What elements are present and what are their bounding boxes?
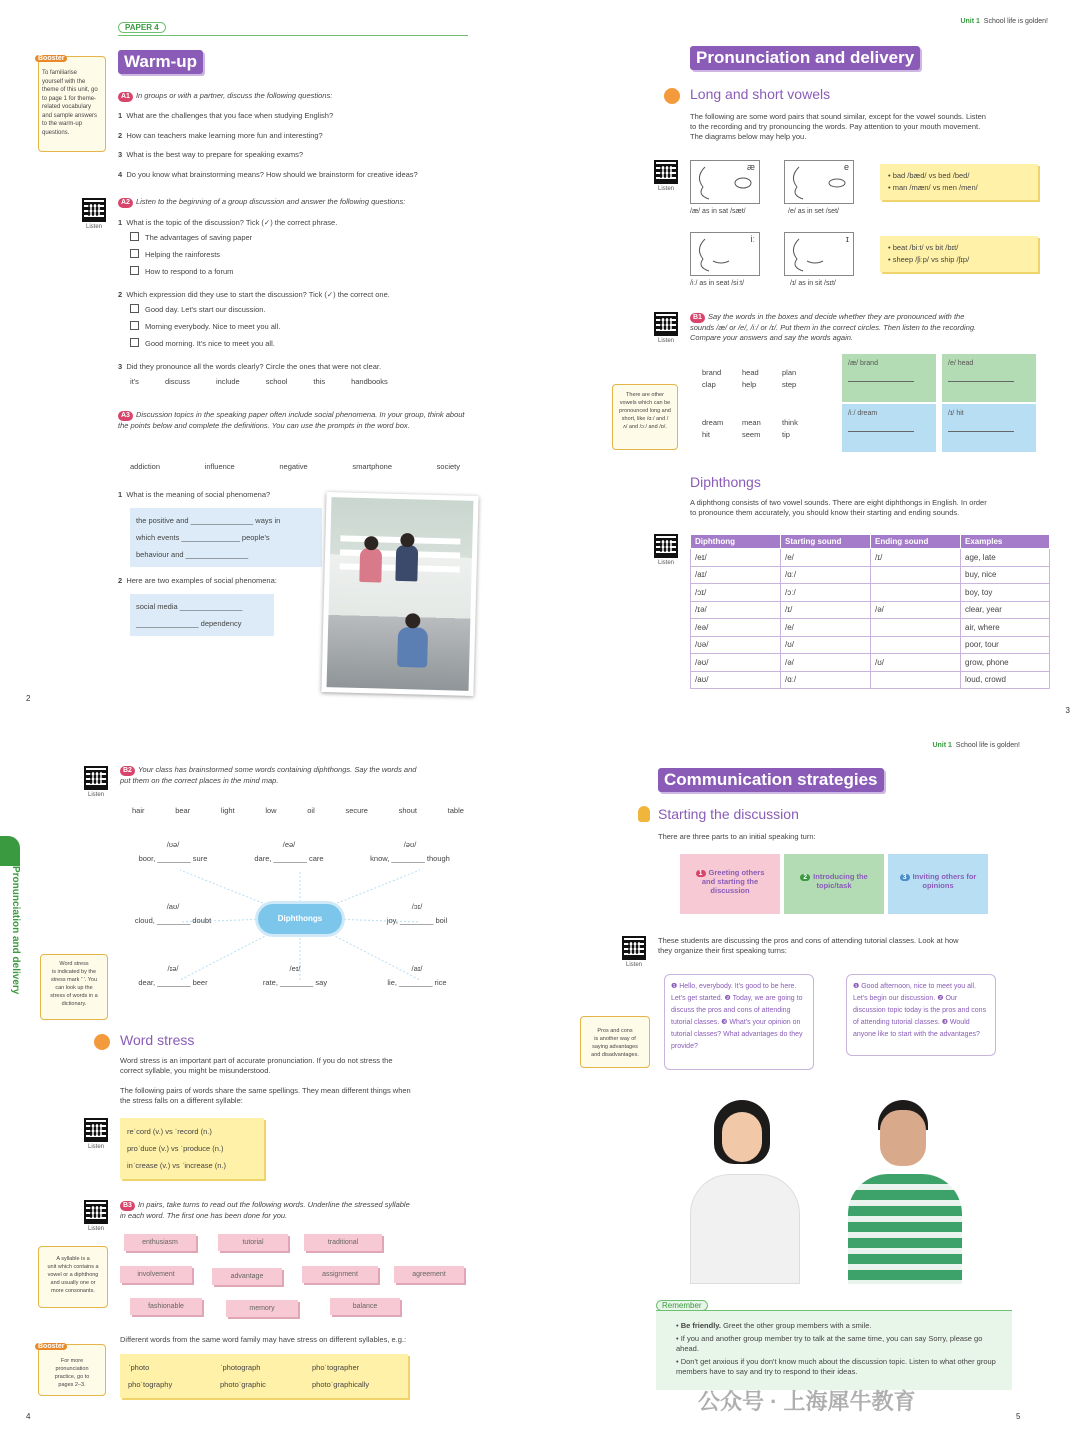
students-photo — [321, 492, 478, 696]
table-cell: /ə/ — [781, 654, 871, 672]
unit-header: Unit 1 School life is golden! — [932, 742, 1020, 749]
diagram-caption: /iː/ as in seat /siːt/ — [690, 280, 745, 287]
section-heading: Starting the discussion — [658, 806, 799, 822]
table-cell: /ɪ/ — [781, 601, 871, 619]
b3-instruction: B3 In pairs, take turns to read out the following words. Underline the stressed syllable in each word. The first one has been done for you. — [120, 1200, 410, 1220]
tip-box: Pros and cons is another way of saying advantages and disadvantages. — [580, 1016, 650, 1068]
listen-label: Listen — [658, 338, 675, 344]
word-family-box: ˈphoto ˈphotograph phoˈtographer phoˈtography photoˈgraphic photoˈgraphically — [120, 1354, 408, 1398]
map-node: /eə/ dare, ________ care — [254, 840, 324, 863]
q1: 1 What is the meaning of social phenomena? — [118, 490, 271, 499]
table-cell: loud, crowd — [961, 671, 1050, 689]
word-card[interactable]: fashionable — [130, 1298, 202, 1315]
map-node: /ɪə/ dear, ________ beer — [138, 964, 208, 987]
step-2: 2 Introducing the topic/task — [784, 854, 884, 914]
table-cell: /əʊ/ — [691, 654, 781, 672]
tip-box: A syllable is a unit which contains a vowel or a diphthong and usually one or more consonants. — [38, 1246, 108, 1308]
table-cell — [871, 636, 961, 654]
diagram-caption: /æ/ as in sat /sæt/ — [690, 208, 746, 215]
booster-box — [38, 56, 106, 152]
table-cell: air, where — [961, 619, 1050, 637]
mouth-diagram: iː — [690, 232, 760, 276]
table-cell: /eɪ/ — [691, 549, 781, 567]
table-cell — [871, 566, 961, 584]
map-node: /eɪ/ rate, ________ say — [262, 964, 328, 987]
map-node: /aʊ/ cloud, ________ doubt — [134, 902, 212, 925]
mind-map-center: Diphthongs — [258, 904, 342, 934]
checkbox[interactable] — [130, 232, 139, 241]
student-girl — [670, 1090, 820, 1280]
section-heading: Long and short vowels — [690, 86, 831, 102]
paper-rule — [118, 22, 468, 36]
page-title: Communication strategies — [658, 768, 884, 792]
table-cell: /e/ — [781, 549, 871, 567]
diagram-caption: /ɪ/ as in sit /sɪt/ — [790, 280, 836, 287]
table-cell: /ɑː/ — [781, 566, 871, 584]
qr-code[interactable] — [84, 1118, 108, 1142]
unit-header: Unit 1 School life is golden! — [960, 18, 1048, 25]
word-card[interactable]: enthusiasm — [124, 1234, 196, 1251]
listen-label: Listen — [88, 1144, 105, 1150]
b2-instruction: B2 Your class has brainstormed some words containing diphthongs. Say the words and put them on the correct places in the mind map. — [120, 765, 417, 785]
table-cell — [871, 619, 961, 637]
section-heading: Word stress — [120, 1032, 195, 1048]
q2-box: social media _______________ _______________ dependency — [130, 594, 274, 636]
diphthong-intro: A diphthong consists of two vowel sounds. There are eight diphthongs in English. In order to pronounce them accurately, you should know their starting and ending sounds. — [690, 498, 987, 517]
table-cell — [871, 671, 961, 689]
a3-instruction: A3 Discussion topics in the speaking paper often include social phenomena. In your group, think about the points below and complete the definitions. You can use the prompts in the word box. — [118, 410, 465, 430]
qr-code[interactable] — [84, 1200, 108, 1224]
map-node: /aɪ/ lie, ________ rice — [387, 964, 447, 987]
checkbox[interactable] — [130, 338, 139, 347]
table-cell: /ʊə/ — [691, 636, 781, 654]
table-cell: clear, year — [961, 601, 1050, 619]
discussion-text: These students are discussing the pros and cons of attending tutorial classes. Look at how they organize their first speaking turns: — [658, 936, 959, 955]
page-title: Pronunciation and delivery — [690, 46, 920, 70]
section-heading: Diphthongs — [690, 474, 761, 490]
qr-code[interactable] — [82, 198, 106, 222]
table-row — [691, 566, 1050, 584]
page-3 — [570, 0, 1080, 720]
answer-sticky[interactable]: /ɪ/ hit — [942, 404, 1036, 452]
answer-sticky[interactable]: /æ/ brand — [842, 354, 936, 402]
map-node: /ʊə/ boor, ________ sure — [138, 840, 208, 863]
map-node: /əʊ/ know, ________ though — [370, 840, 450, 863]
map-node: /ɔɪ/ joy, ________ boil — [386, 902, 448, 925]
intro-text: There are three parts to an initial speaking turn: — [658, 832, 816, 841]
booster-text: To familiarise yourself with the theme of this unit, go to page 1 for theme- related vocabulary and sample answers to the warm-up questions. — [42, 70, 98, 136]
q2: 2 Here are two examples of social phenomena: — [118, 576, 277, 585]
table-cell: /eə/ — [691, 619, 781, 637]
ear-icon — [664, 88, 680, 104]
table-cell: boy, toy — [961, 584, 1050, 602]
tip-box: Word stress is indicated by the stress mark 'ˈ'. You can look up the stress of words in a dictionary. — [40, 954, 108, 1020]
b1-instruction: B1 Say the words in the boxes and decide whether they are pronounced with the sounds /æ/ or /e/, /iː/ or /ɪ/. Put them in the correct circles. Then listen to the recording. Compare your answers and say the words again. — [690, 312, 977, 342]
mouth-diagram: e — [784, 160, 854, 204]
step-3: 3 Inviting others for opinions — [888, 854, 988, 914]
qr-code[interactable] — [654, 312, 678, 336]
table-cell: /ʊ/ — [871, 654, 961, 672]
page-title: Warm-up — [118, 50, 203, 74]
table-cell: /e/ — [781, 619, 871, 637]
checkbox[interactable] — [130, 304, 139, 313]
ws-text-1: Word stress is an important part of accurate pronunciation. If you do not stress the correct syllable, you might be misunderstood. — [120, 1056, 393, 1075]
booster-label: Booster — [35, 55, 67, 62]
booster-label: Booster — [35, 1343, 67, 1350]
speech-bubble-2: ❶ Good afternoon, nice to meet you all. Let's begin our discussion. ❷ Our discussion topic today is the pros and cons of attending tutorial classes. ❸ Would anyone like to start with the advantages? — [846, 974, 996, 1056]
family-intro: Different words from the same word family may have stress on different syllables, e.g.: — [120, 1335, 407, 1344]
qr-code[interactable] — [654, 534, 678, 558]
student-boy — [830, 1090, 980, 1280]
b2-words: hair bear light low oil secure shout table — [132, 806, 464, 815]
qr-code[interactable] — [622, 936, 646, 960]
table-row — [691, 654, 1050, 672]
word-pairs-2: • beat /biːt/ vs bit /bɪt/ • sheep /ʃiːp/ vs ship /ʃɪp/ — [880, 236, 1038, 272]
a2-questions: 1 What is the topic of the discussion? Tick (✓) the correct phrase. The advantages of saving paper Helping the rainforests How to respond to a forum 2 Which expression did they use to start the discussion? Tick (✓) the correct one. Good day. Let's start our discussion. Morning everybody. Nice to meet you all. Good morning. It's nice to meet you all. 3 Did they pronounce all the words clearly? Circle the ones that were not clear. it's discuss include school this handbooks — [118, 218, 478, 387]
word-card[interactable]: tutorial — [218, 1234, 288, 1251]
word-card[interactable]: agreement — [394, 1266, 464, 1283]
word-card[interactable]: traditional — [304, 1234, 382, 1251]
table-row — [691, 671, 1050, 689]
table-row — [691, 619, 1050, 637]
qr-code[interactable] — [84, 766, 108, 790]
lightbulb-icon — [638, 806, 650, 822]
qr-code[interactable] — [654, 160, 678, 184]
word-card[interactable]: memory — [226, 1300, 298, 1317]
answer-sticky[interactable]: /iː/ dream — [842, 404, 936, 452]
word-card[interactable]: involvement — [120, 1266, 192, 1283]
page-number: 2 — [26, 694, 31, 703]
side-tab-color — [0, 836, 20, 866]
speech-bubble-1: ❶ Hello, everybody. It's good to be here. Let's get started. ❷ Today, we are going to discuss the pros and cons of attending tutorial classes. ❸ What's your opinion on tutorial classes? What advantages do they provide? — [664, 974, 814, 1070]
mouth-diagram: ɪ — [784, 232, 854, 276]
table-cell: grow, phone — [961, 654, 1050, 672]
word-pairs-1: • bad /bæd/ vs bed /bed/ • man /mæn/ vs men /men/ — [880, 164, 1038, 200]
a1-questions: 1 What are the challenges that you face when studying English? 2 How can teachers make learning more fun and interesting? 3 What is the best way to prepare for speaking exams? 4 Do you know what brainstorming means? How should we brainstorm for creative ideas? — [118, 111, 418, 179]
listen-label: Listen — [86, 224, 103, 230]
diphthong-table: Diphthong Starting sound Ending sound Examples /eɪ/ /e/ /ɪ/ age, late /aɪ/ /ɑː/ buy, nice /ɔɪ/ /ɔː/ boy, toy /ɪə/ /ɪ/ /ə/ clear, year /eə/ /e/ air, where /ʊə/ /ʊ/ poor, tour /əʊ/ /ə/ /ʊ/ grow, phone /aʊ/ /ɑː/ loud, crowd — [690, 534, 1050, 689]
listen-label: Listen — [626, 962, 643, 968]
diagram-caption: /e/ as in set /set/ — [788, 208, 839, 215]
step-1: 1 Greeting others and starting the discussion — [680, 854, 780, 914]
table-cell: poor, tour — [961, 636, 1050, 654]
word-card[interactable]: assignment — [302, 1266, 378, 1283]
a1-instruction: A1 In groups or with a partner, discuss the following questions: — [118, 91, 332, 102]
page-number: 3 — [1065, 706, 1070, 715]
answer-sticky[interactable]: /e/ head — [942, 354, 1036, 402]
table-cell: /ɪə/ — [691, 601, 781, 619]
remember-label: Remember — [656, 1300, 708, 1311]
table-cell: age, late — [961, 549, 1050, 567]
table-cell: /ɔː/ — [781, 584, 871, 602]
intro-text: The following are some word pairs that sound similar, except for the vowel sounds. Listen to the recording and try pronouncing the words. Pay attention to your mouth movement. The diagrams below may help you. — [690, 112, 986, 141]
page-2 — [0, 0, 540, 720]
booster-box: Booster For more pronunciation practice, go to pages 2–3. — [38, 1344, 106, 1396]
checkbox[interactable] — [130, 249, 139, 258]
table-cell: /ʊ/ — [781, 636, 871, 654]
paper-label: PAPER 4 — [118, 22, 166, 33]
table-cell — [871, 584, 961, 602]
ear-icon — [94, 1034, 110, 1050]
word-group-2: dream mean think hit seem tip — [702, 418, 798, 439]
page-5 — [570, 740, 1080, 1440]
listen-label: Listen — [658, 186, 675, 192]
table-row — [691, 636, 1050, 654]
word-list: it's discuss include school this handbooks — [130, 377, 388, 386]
table-row — [691, 584, 1050, 602]
word-card[interactable]: advantage — [212, 1268, 282, 1285]
listen-label: Listen — [88, 792, 105, 798]
a2-instruction: A2 Listen to the beginning of a group discussion and answer the following questions: — [118, 197, 405, 208]
table-cell: /aɪ/ — [691, 566, 781, 584]
page-number: 4 — [26, 1412, 31, 1421]
listen-label: Listen — [88, 1226, 105, 1232]
word-card[interactable]: balance — [330, 1298, 400, 1315]
mouth-diagram: æ — [690, 160, 760, 204]
remember-box: • Be friendly. Greet the other group members with a smile. • If you and another group member try to talk at the same time, you can say Sorry, please go ahead. • Don't get anxious if you don't know much about the discussion topic. Listen to what other group members have to say and try to respond to their ideas. — [656, 1310, 1012, 1390]
page-number: 5 — [1016, 1412, 1021, 1421]
table-cell: /ɪ/ — [871, 549, 961, 567]
table-row — [691, 601, 1050, 619]
table-cell: /aʊ/ — [691, 671, 781, 689]
stress-pairs-box: reˈcord (v.) vs ˈrecord (n.) proˈduce (v.) vs ˈproduce (n.) inˈcrease (v.) vs ˈincrease (n.) — [120, 1118, 264, 1179]
page-4 — [0, 740, 540, 1440]
word-box: addiction influence negative smartphone society — [130, 462, 460, 471]
side-label: Pronunciation and delivery — [10, 866, 21, 995]
ws-text-2: The following pairs of words share the same spellings. They mean different things when the stress falls on a different syllable: — [120, 1086, 411, 1105]
table-cell: /ə/ — [871, 601, 961, 619]
watermark: 公众号 · 上海犀牛教育 — [698, 1389, 916, 1414]
checkbox[interactable] — [130, 266, 139, 275]
table-cell: buy, nice — [961, 566, 1050, 584]
checkbox[interactable] — [130, 321, 139, 330]
table-cell: /ɑː/ — [781, 671, 871, 689]
table-cell: /ɔɪ/ — [691, 584, 781, 602]
tip-box: There are other vowels which can be pronounced long and short, like /ɑː/ and / ʌ/ and /ɔː/ and /ɒ/. — [612, 384, 678, 450]
table-row — [691, 549, 1050, 567]
word-group-1: brand head plan clap help step — [702, 368, 797, 389]
q1-box: the positive and _______________ ways in which events ______________ people's behaviour and _______________ — [130, 508, 322, 567]
listen-label: Listen — [658, 560, 675, 566]
